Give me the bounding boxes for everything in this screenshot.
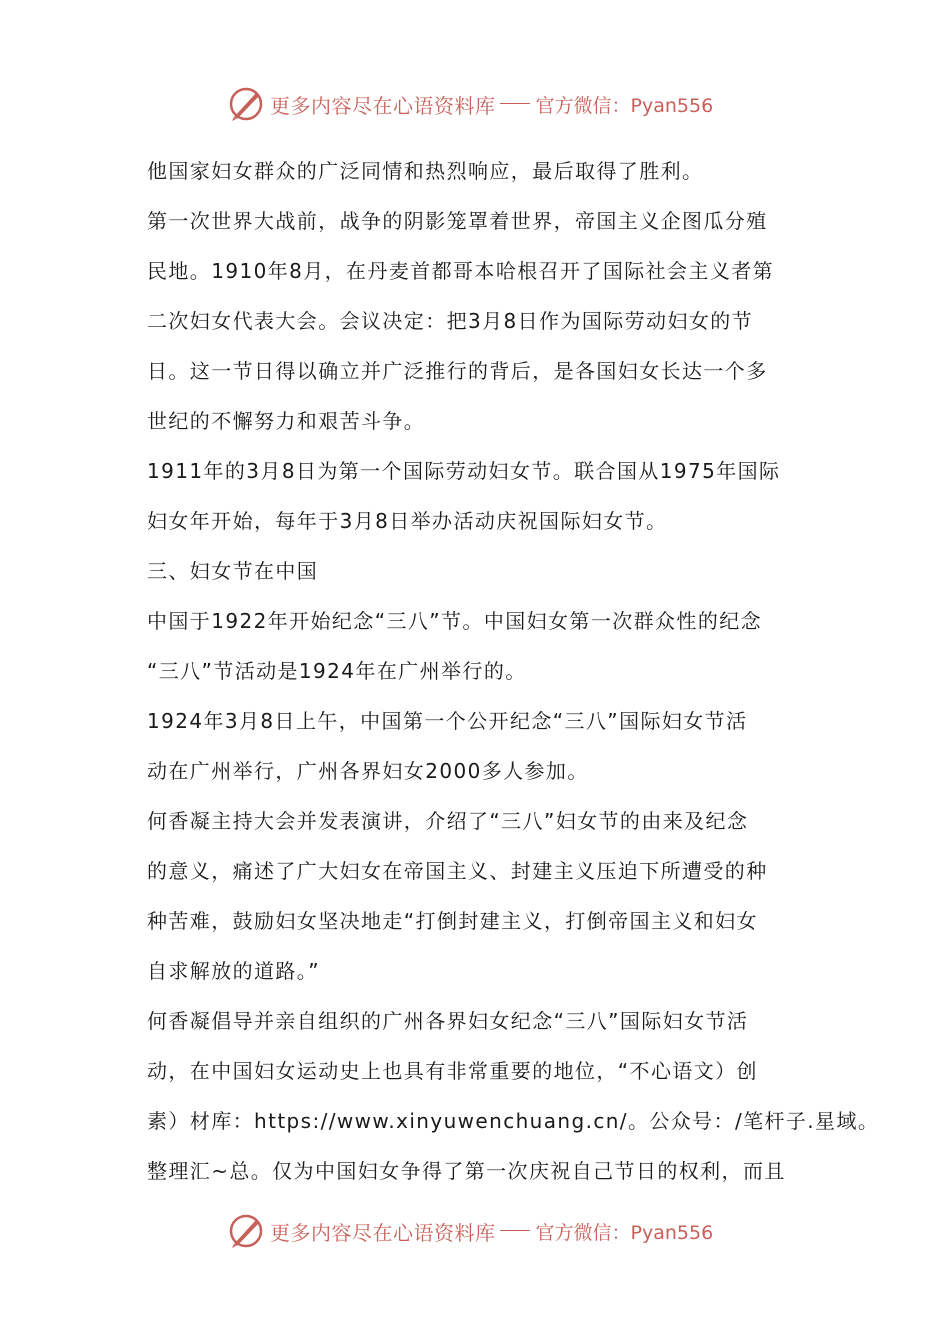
body-line: 素）材库：https://www.xinyuwenchuang.cn/。公众号：/笔杆子.星域。 [147, 1109, 880, 1133]
body-line: 何香凝主持大会并发表演讲，介绍了“三八”妇女节的由来及纪念 [147, 809, 749, 833]
body-line: “三八”节活动是1924年在广州举行的。 [147, 659, 527, 683]
pen-logo-icon [226, 84, 266, 124]
body-line: 日。这一节日得以确立并广泛推行的背后，是各国妇女长达一个多 [147, 359, 768, 383]
body-line: 1911年的3月8日为第一个国际劳动妇女节。联合国从1975年国际 [147, 459, 781, 483]
pen-logo-icon [226, 1211, 266, 1251]
body-line: 动在广州举行，广州各界妇女2000多人参加。 [147, 759, 589, 783]
body-line: 何香凝倡导并亲自组织的广州各界妇女纪念“三八”国际妇女节活 [147, 1009, 749, 1033]
body-line: 的意义，痛述了广大妇女在帝国主义、封建主义压迫下所遭受的种 [147, 859, 768, 883]
body-line: 民地。1910年8月，在丹麦首都哥本哈根召开了国际社会主义者第 [147, 259, 775, 283]
banner-wechat-text: 官方微信：Pyan556 [535, 1221, 714, 1244]
footer-banner [226, 1211, 746, 1251]
body-line: 1924年3月8日上午，中国第一个公开纪念“三八”国际妇女节活 [147, 709, 748, 733]
banner-dash [500, 103, 530, 104]
body-line: 他国家妇女群众的广泛同情和热烈响应，最后取得了胜利。 [147, 159, 704, 183]
banner-brand-text: 更多内容尽在心语资料库 [270, 1220, 496, 1245]
banner-brand-text: 更多内容尽在心语资料库 [270, 93, 496, 118]
body-line: 种苦难，鼓励妇女坚决地走“打倒封建主义，打倒帝国主义和妇女 [147, 909, 758, 933]
body-line: 第一次世界大战前，战争的阴影笼罩着世界，帝国主义企图瓜分殖 [147, 209, 768, 233]
banner-wechat-text: 官方微信：Pyan556 [535, 94, 714, 117]
section-heading: 三、妇女节在中国 [147, 559, 319, 583]
body-line: 动，在中国妇女运动史上也具有非常重要的地位，“不心语文）创 [147, 1059, 758, 1083]
body-line: 世纪的不懈努力和艰苦斗争。 [147, 409, 426, 433]
body-line: 妇女年开始，每年于3月8日举办活动庆祝国际妇女节。 [147, 509, 668, 533]
body-line: 二次妇女代表大会。会议决定：把3月8日作为国际劳动妇女的节 [147, 309, 754, 333]
body-line: 中国于1922年开始纪念“三八”节。中国妇女第一次群众性的纪念 [147, 609, 763, 633]
body-line: 自求解放的道路。” [147, 959, 320, 983]
body-line: 整理汇~总。仅为中国妇女争得了第一次庆祝自己节日的权利，而且 [147, 1159, 786, 1183]
header-banner [226, 84, 746, 124]
banner-dash [500, 1230, 530, 1231]
document-body [147, 146, 880, 1196]
